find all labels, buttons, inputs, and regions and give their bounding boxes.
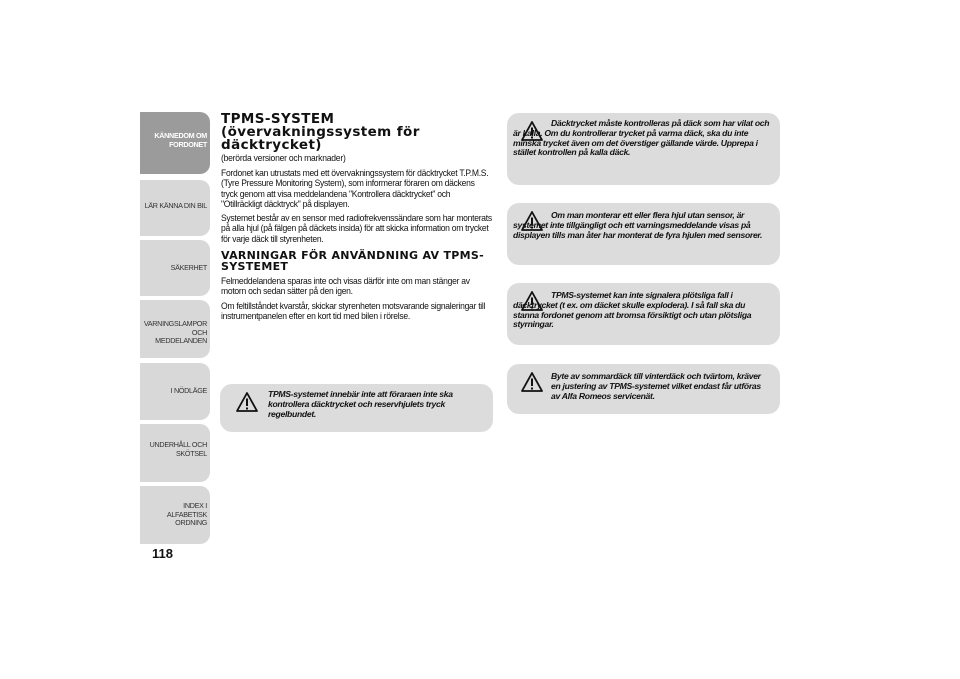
main-column bbox=[221, 113, 493, 325]
tab-label: SÄKERHET bbox=[170, 263, 207, 272]
section-heading: TPMS-SYSTEM (övervakningssystem för däcktrycket) bbox=[221, 111, 420, 153]
warning-text bbox=[513, 119, 771, 158]
warning-box bbox=[507, 283, 780, 345]
warning-text-body: Däcktrycket måste kontrolleras på däck som har vilat och är kalla. Om du kontrollerar trycket på varma däck, ska du inte minska trycket även om det överstiger gällande värde. Upprepa i stället kontrollen på kalla däck. bbox=[513, 118, 770, 158]
warning-box bbox=[220, 384, 493, 432]
tab-label: LÄR KÄNNA DIN BIL bbox=[144, 201, 207, 210]
tab-sakerhet[interactable] bbox=[140, 240, 210, 296]
warning-text-body: Om man monterar ett eller flera hjul utan sensor, är systemet inte tillgängligt och ett varningsmeddelande visas på displayen tills man åter har monterat de fyra hjulen med sensorer. bbox=[513, 210, 763, 240]
warning-text bbox=[551, 372, 771, 401]
warning-triangle-icon bbox=[521, 372, 543, 392]
tab-label: KÄNNEDOM OM FORDONET bbox=[154, 131, 207, 149]
tab-index[interactable] bbox=[140, 486, 210, 544]
warning-text-body: TPMS-systemet kan inte signalera plötsliga fall i däcktrycket (t ex. om däcket skulle explodera). I så fall ska du stanna fordonet genom att bromsa försiktigt och utan plötsliga styrningar. bbox=[513, 290, 752, 330]
tab-label: INDEX I ALFABETISK ORDNING bbox=[166, 501, 207, 527]
tab-label: VARNINGSLAMPOR OCH MEDDELANDEN bbox=[143, 319, 207, 345]
paragraph: Felmeddelandena sparas inte och visas därför inte om man stänger av motorn och sedan sätter på den igen. bbox=[221, 276, 470, 297]
warning-text bbox=[513, 291, 771, 330]
warning-text bbox=[513, 211, 771, 240]
tab-kannedom-om-fordonet[interactable] bbox=[140, 112, 210, 174]
tab-varningslampor[interactable] bbox=[140, 300, 210, 358]
paragraph: Fordonet kan utrustats med ett övervakningssystem för däcktrycket T.P.M.S. (Tyre Pressure Monitoring System), som informerar föraren om däckens tryck genom att visa meddelandena "Kontrollera däcktrycket" och "Otillräckligt däcktryck" på displayen. bbox=[221, 168, 489, 209]
warning-text-body: TPMS-systemet innebär inte att föraraen inte ska kontrollera däcktrycket och reservhjulets tryck regelbundet. bbox=[268, 389, 453, 419]
warning-box bbox=[507, 113, 780, 185]
warning-text-body: Byte av sommardäck till vinterdäck och tvärtom, kräver en justering av TPMS-systemet vilket endast får utföras av Alfa Romeos servicenät. bbox=[551, 371, 761, 401]
tab-label: UNDERHÅLL OCH SKÖTSEL bbox=[149, 440, 207, 458]
paragraph: Systemet består av en sensor med radiofrekvenssändare som har monterats på alla hjul (på fälgen på däckets insida) för att skicka information om trycket för varje däck till styrenheten. bbox=[221, 213, 492, 244]
paragraph: Om feltillståndet kvarstår, skickar styrenheten motsvarande signaleringar till instrumentpanelen efter en kort tid med bilen i rörelse. bbox=[221, 300, 486, 321]
warning-triangle-icon bbox=[236, 392, 258, 412]
tab-lar-kanna-din-bil[interactable] bbox=[140, 180, 210, 236]
section-note: (berörda versioner och marknader) bbox=[221, 153, 346, 163]
tab-label: I NÖDLÄGE bbox=[170, 386, 207, 395]
tab-i-nodlage[interactable] bbox=[140, 363, 210, 420]
subheading: VARNINGAR FÖR ANVÄNDNING AV TPMS-SYSTEMET bbox=[221, 249, 484, 274]
tab-underhall-och-skotsel[interactable] bbox=[140, 424, 210, 482]
warning-text bbox=[268, 390, 468, 419]
warning-box bbox=[507, 364, 780, 414]
warning-box bbox=[507, 203, 780, 265]
page-number: 118 bbox=[152, 546, 173, 561]
